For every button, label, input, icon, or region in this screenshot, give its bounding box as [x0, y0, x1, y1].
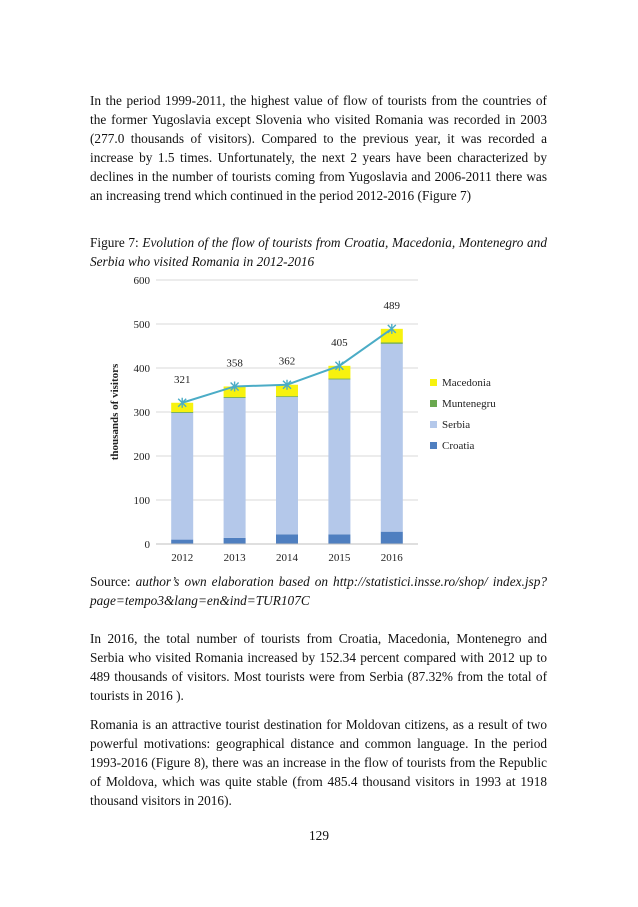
bar-segment-serbia [224, 398, 246, 538]
figure-label: Figure 7: [90, 235, 139, 250]
legend-swatch [430, 421, 437, 428]
legend-label: Croatia [442, 440, 475, 452]
legend-swatch [430, 379, 437, 386]
x-tick-label: 2016 [380, 552, 403, 564]
total-data-label: 362 [278, 355, 296, 368]
legend-label: Serbia [442, 419, 471, 431]
y-tick-label: 300 [133, 407, 150, 419]
figure-title: Evolution of the flow of tourists from Croatia, Macedonia, Montenegro and Serbia who visited Romania in 2012-2016 [90, 235, 547, 269]
bar-segment-muntenegru [328, 379, 350, 380]
total-data-label: 358 [226, 357, 243, 370]
legend-swatch [430, 400, 437, 407]
total-data-label: 405 [331, 336, 348, 349]
legend-swatch [430, 442, 437, 449]
bar-segment-serbia [276, 397, 298, 534]
y-tick-label: 400 [133, 363, 150, 375]
paragraph-2016-summary: In 2016, the total number of tourists from Croatia, Macedonia, Montenegro and Serbia who visited Romania increased by 152.34 percent compared with 2012 up to 489 thousands of visitors. Most tourists were from Serbia (87.32% from the total of tourists in 2016 ). [90, 631, 547, 703]
y-tick-label: 500 [133, 319, 150, 331]
y-tick-label: 600 [133, 275, 150, 287]
bar-segment-serbia [171, 413, 193, 540]
bar-segment-muntenegru [171, 412, 193, 413]
page-number: 129 [309, 828, 329, 843]
tourist-flow-chart [100, 268, 540, 568]
x-tick-label: 2013 [223, 552, 246, 564]
bar-segment-serbia [328, 379, 350, 534]
bar-segment-croatia [276, 534, 298, 544]
x-tick-label: 2014 [276, 552, 298, 564]
y-tick-label: 200 [133, 451, 150, 463]
legend-label: Macedonia [442, 377, 491, 389]
bar-segment-muntenegru [276, 396, 298, 397]
bar-segment-croatia [171, 540, 193, 544]
legend-label: Muntenegru [442, 398, 496, 410]
source-text: author’s own elaboration based on http://statistici.insse.ro/shop/ index.jsp?page=tempo3&lang=en&ind=TUR107C [90, 574, 547, 608]
paragraph-moldova: Romania is an attractive tourist destination for Moldovan citizens, as a result of two powerful motivations: geographical distance and common language. In the period 1993-2016 (Figure 8), there was an increase in the flow of tourists from the Republic of Moldova, which was quite stable (from 485.4 thousand visitors in 1993 at 1918 thousand visitors in 2016). [90, 717, 547, 808]
paragraph-intro: In the period 1999-2011, the highest value of flow of tourists from the countries of the former Yugoslavia except Slovenia who visited Romania was recorded in 2003 (277.0 thousands of visitors). Compared to the previous year, it was recorded a increase by 1.5 times. Unfortunately, the next 2 years have been characterized by declines in the number of tourists coming from Yugoslavia and 2006-2011 there was an increasing trend which continued in the period 2012-2016 (Figure 7) [90, 93, 547, 203]
figure-source [90, 572, 547, 610]
y-axis-label: thousands of visitors [109, 363, 121, 461]
bar-segment-croatia [224, 538, 246, 544]
bar-segment-croatia [381, 532, 403, 544]
figure-caption [90, 233, 547, 271]
x-tick-label: 2015 [328, 552, 351, 564]
x-tick-label: 2012 [171, 552, 194, 564]
source-label: Source: [90, 574, 131, 589]
total-data-label: 321 [173, 373, 191, 386]
total-data-label: 489 [383, 299, 401, 312]
y-tick-label: 100 [133, 495, 150, 507]
bar-segment-muntenegru [381, 342, 403, 343]
bar-segment-serbia [381, 344, 403, 532]
y-tick-label: 0 [144, 539, 150, 551]
bar-segment-muntenegru [224, 397, 246, 398]
bar-segment-croatia [328, 534, 350, 544]
total-marker [388, 324, 396, 334]
